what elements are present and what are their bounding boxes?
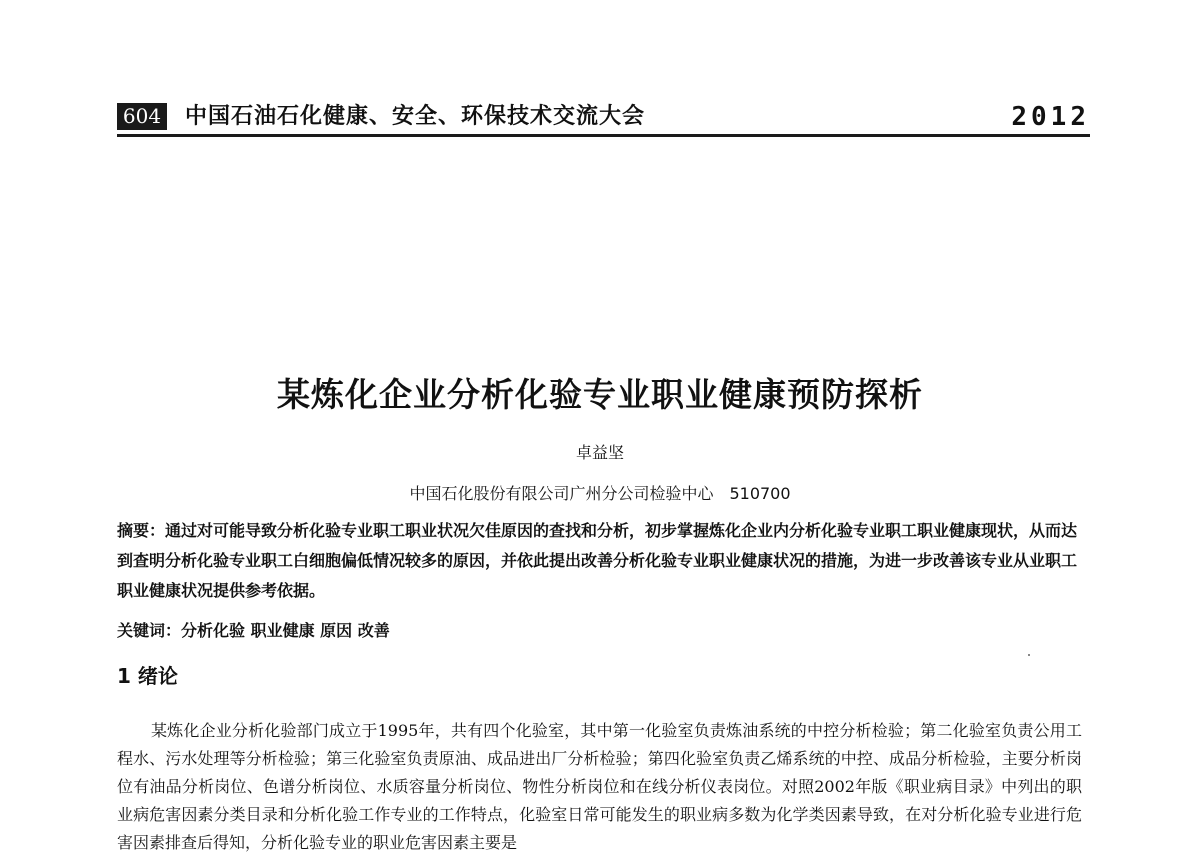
author-name: 卓益坚 — [575, 443, 624, 462]
abstract: 摘要：通过对可能导致分析化验专业职工职业状况欠佳原因的查找和分析，初步掌握炼化企业内分析化验专业职工职业健康现状，从而达到查明分析化验专业职工白细胞偏低情况较多的原因，并依此提出改善分析化验专业职业健康状况的措施，为进一步改善该专业从业职工职业健康状况提供参考依据。 — [117, 521, 1078, 600]
author-affiliation: 中国石化股份有限公司广州分公司检验中心 510700 — [409, 484, 791, 503]
section-body: 某炼化企业分析化验部门成立于1995年，共有四个化验室，其中第一化验室负责炼油系统的中控分析检验；第二化验室负责公用工程水、污水处理等分析检验；第三化验室负责原油、成品进出厂分析检验；第四化验室负责乙烯系统的中控、成品分析检验，主要分析岗位有油品分析岗位、色谱分析岗位、水质容量分析岗位、物性分析岗位和在线分析仪表岗位。对照2002年版《职业病目录》中列出的职业病危害因素分类目录和分析化验工作专业的工作特点，化验室日常可能发生的职业病多数为化学类因素导致，在对分析化验专业进行危害因素排查后得知，分析化验专业的职业危害因素主要是 — [117, 721, 1082, 852]
keywords: 关键词：分析化验 职业健康 原因 改善 — [117, 621, 390, 640]
header-rule — [117, 134, 1090, 137]
section-heading: 1 绪论 — [117, 664, 178, 688]
header-year: 2012 — [1011, 102, 1090, 132]
scan-speck — [1028, 654, 1030, 656]
conference-title: 中国石油石化健康、安全、环保技术交流大会 — [185, 104, 646, 129]
running-header — [117, 101, 1090, 133]
article-title: 某炼化企业分析化验专业职业健康预防探析 — [277, 375, 923, 414]
page-number: 604 — [117, 103, 167, 130]
